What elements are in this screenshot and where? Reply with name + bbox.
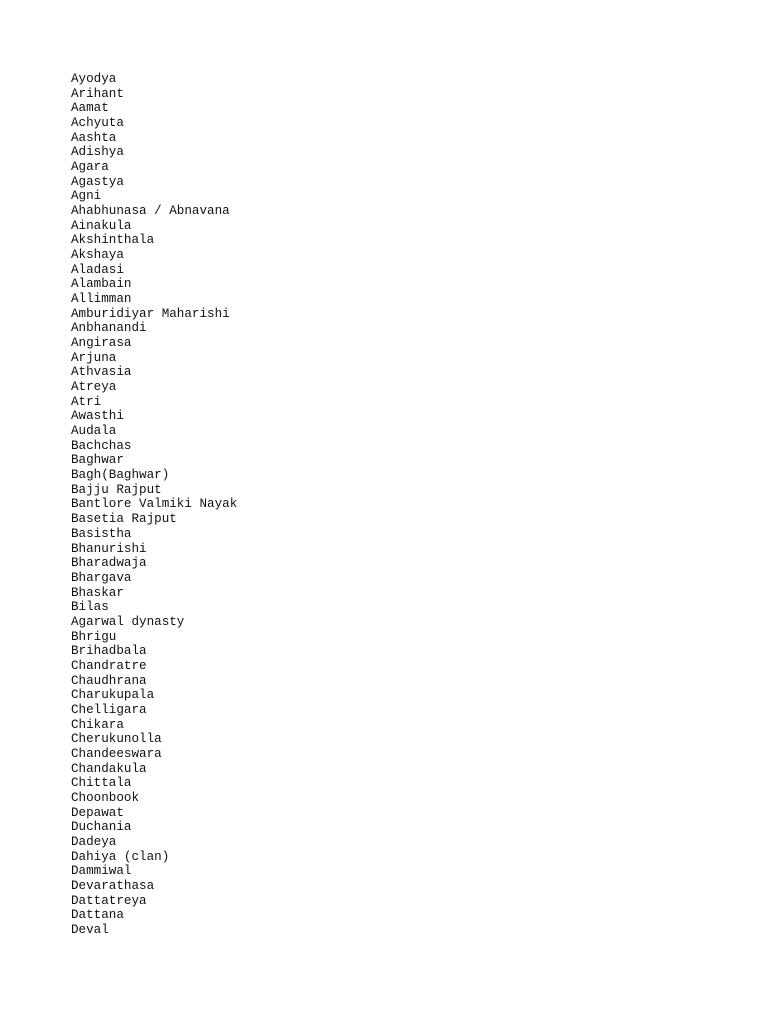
- list-item: Baghwar: [71, 453, 124, 468]
- list-item: Choonbook: [71, 790, 140, 805]
- list-item: Chandeeswara: [71, 746, 162, 761]
- list-item: Audala: [71, 424, 117, 439]
- list-item: Dammiwal: [71, 864, 132, 879]
- list-item: Alambain: [71, 277, 132, 292]
- list-item: Dattana: [71, 908, 124, 923]
- list-item: Chelligara: [71, 702, 147, 717]
- list-item: Dahiya (clan): [71, 849, 170, 864]
- list-item: Chandakula: [71, 761, 147, 776]
- list-item: Allimman: [71, 292, 132, 307]
- list-item: Bharadwaja: [71, 556, 147, 571]
- list-item: Arihant: [71, 86, 124, 101]
- list-item: Agastya: [71, 174, 124, 189]
- list-item: Aashta: [71, 130, 117, 145]
- list-item: Chaudhrana: [71, 673, 147, 688]
- list-item: Agara: [71, 160, 109, 175]
- list-item: Ahabhunasa / Abnavana: [71, 204, 230, 219]
- list-item: Bhaskar: [71, 585, 124, 600]
- list-item: Devarathasa: [71, 878, 155, 893]
- list-item: Bhargava: [71, 570, 132, 585]
- list-item: Chandratre: [71, 658, 147, 673]
- list-item: Amburidiyar Maharishi: [71, 306, 230, 321]
- list-item: Agarwal dynasty: [71, 614, 185, 629]
- list-item: Basetia Rajput: [71, 512, 177, 527]
- list-item: Atri: [71, 394, 102, 409]
- list-item: Athvasia: [71, 365, 132, 380]
- list-item: Arjuna: [71, 350, 117, 365]
- list-item: Bajju Rajput: [71, 482, 162, 497]
- list-item: Bagh(Baghwar): [71, 468, 170, 483]
- list-item: Awasthi: [71, 409, 124, 424]
- list-item: Bhrigu: [71, 629, 117, 644]
- list-item: Achyuta: [71, 116, 124, 131]
- name-list: [71, 72, 237, 938]
- list-item: Bachchas: [71, 438, 132, 453]
- list-item: Duchania: [71, 820, 132, 835]
- list-item: Angirasa: [71, 336, 132, 351]
- list-item: Ainakula: [71, 218, 132, 233]
- list-item: Brihadbala: [71, 644, 147, 659]
- list-item: Ayodya: [71, 72, 117, 86]
- list-item: Akshinthala: [71, 233, 155, 248]
- list-item: Dattatreya: [71, 893, 147, 908]
- list-item: Dadeya: [71, 834, 117, 849]
- list-item: Aamat: [71, 101, 109, 116]
- list-item: Deval: [71, 922, 109, 937]
- list-item: Bantlore Valmiki Nayak: [71, 497, 238, 512]
- list-item: Aladasi: [71, 262, 124, 277]
- list-item: Akshaya: [71, 248, 124, 263]
- list-item: Chikara: [71, 717, 124, 732]
- list-item: Bilas: [71, 600, 109, 615]
- list-item: Basistha: [71, 526, 132, 541]
- list-item: Anbhanandi: [71, 321, 147, 336]
- list-item: Agni: [71, 189, 102, 204]
- list-item: Adishya: [71, 145, 124, 160]
- list-item: Cherukunolla: [71, 732, 162, 747]
- list-item: Depawat: [71, 805, 124, 820]
- list-item: Charukupala: [71, 688, 155, 703]
- list-item: Chittala: [71, 776, 132, 791]
- list-item: Bhanurishi: [71, 541, 147, 556]
- list-item: Atreya: [71, 380, 117, 395]
